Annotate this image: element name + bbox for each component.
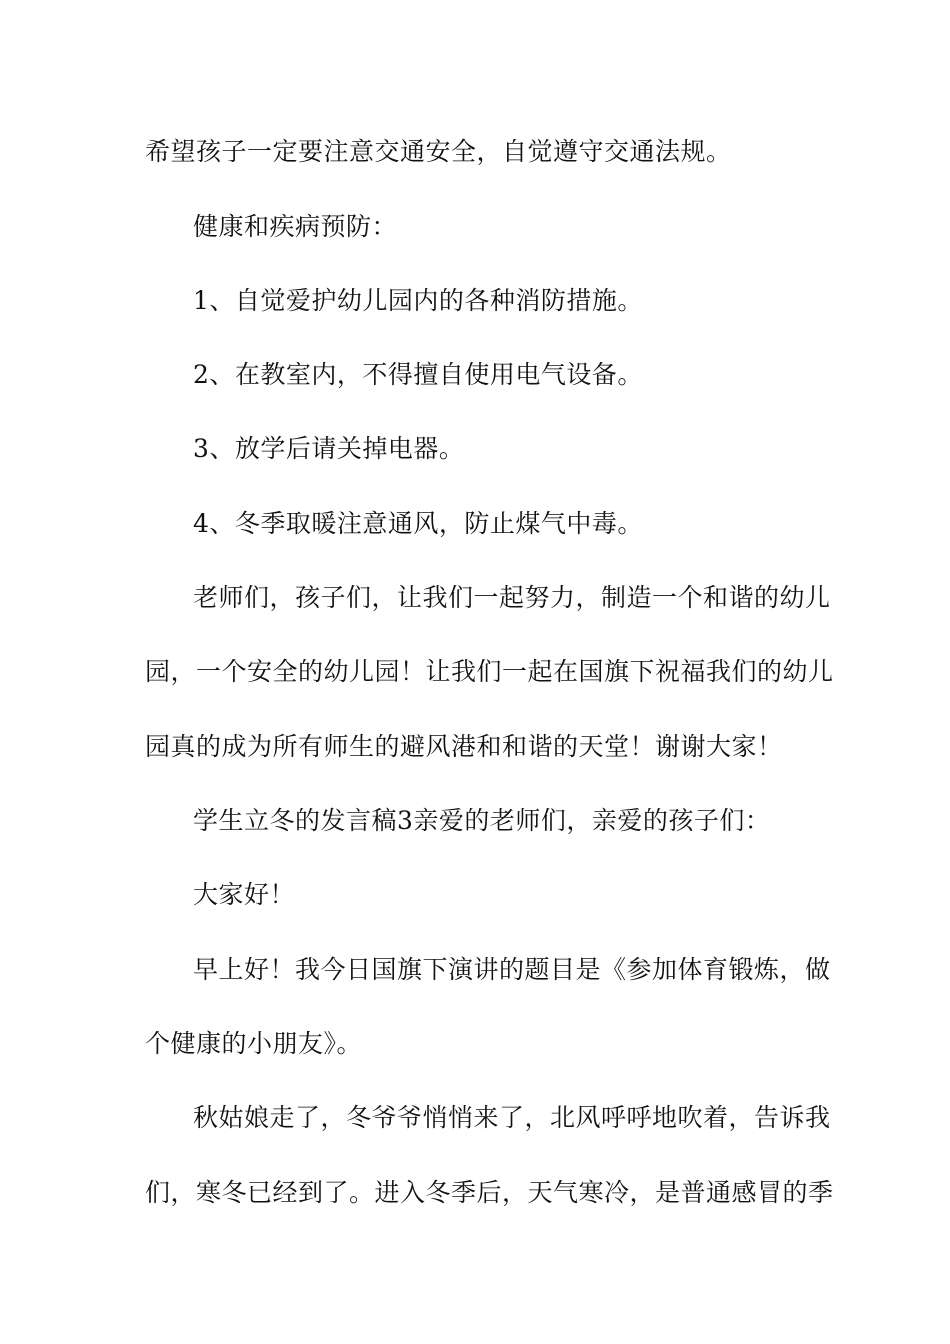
text-line-1: 希望孩子一定要注意交通安全，自觉遵守交通法规。 [145, 137, 732, 166]
text-line-10: 学生立冬的发言稿3亲爱的老师们，亲爱的孩子们： [193, 806, 771, 835]
text-line-12: 早上好！我今日国旗下演讲的题目是《参加体育锻炼，做 [193, 955, 831, 984]
text-line-4: 2、在教室内，不得擅自使用电气设备。 [193, 360, 643, 389]
text-line-11: 大家好！ [193, 880, 296, 909]
text-line-7: 老师们，孩子们，让我们一起努力，制造一个和谐的幼儿 [193, 583, 831, 612]
text-line-8: 园，一个安全的幼儿园！让我们一起在国旗下祝福我们的幼儿 [145, 657, 834, 686]
text-line-2: 健康和疾病预防： [193, 212, 398, 241]
text-line-9: 园真的成为所有师生的避风港和和谐的天堂！谢谢大家！ [145, 732, 783, 761]
text-line-15: 们，寒冬已经到了。进入冬季后，天气寒冷，是普通感冒的季 [145, 1178, 834, 1207]
text-line-5: 3、放学后请关掉电器。 [193, 434, 465, 463]
text-line-3: 1、自觉爱护幼儿园内的各种消防措施。 [193, 286, 643, 315]
text-line-14: 秋姑娘走了，冬爷爷悄悄来了，北风呼呼地吹着，告诉我 [193, 1103, 831, 1132]
text-line-6: 4、冬季取暖注意通风，防止煤气中毒。 [193, 509, 643, 538]
text-line-13: 个健康的小朋友》。 [145, 1029, 363, 1058]
